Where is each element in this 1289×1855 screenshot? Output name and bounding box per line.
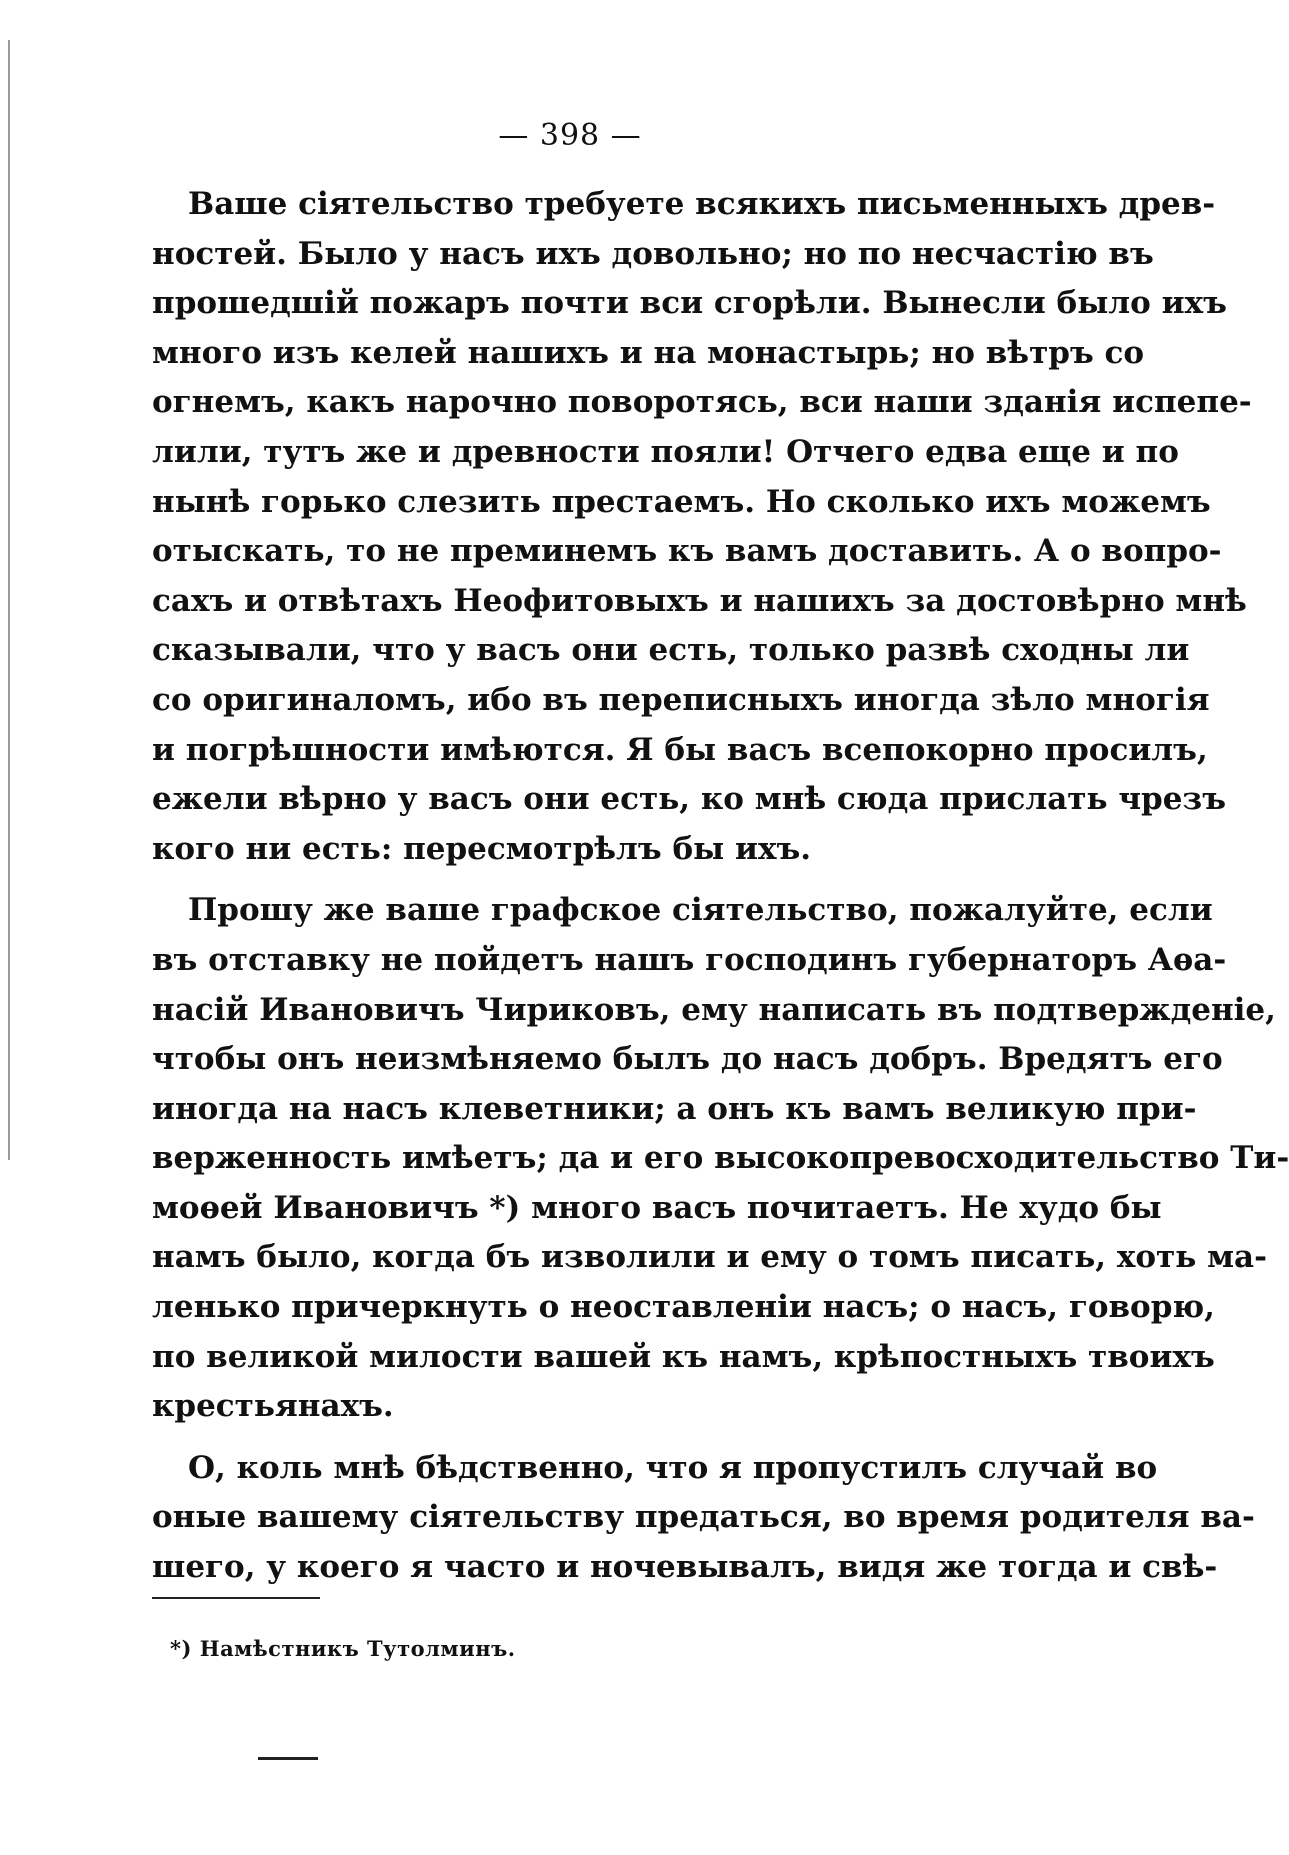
text-line: кого ни есть: пересмотрѣлъ бы ихъ. (152, 830, 812, 867)
text-line: лили, тутъ же и древности пояли! Отчего едва еще и по (152, 433, 1179, 470)
main-text (152, 180, 1289, 1605)
paragraph-1 (152, 180, 1252, 874)
paragraph-2 (152, 886, 1289, 1432)
text-line: насій Ивановичъ Чириковъ, ему написать въ подтвержденіе, (152, 991, 1276, 1028)
text-line: ежели вѣрно у васъ они есть, ко мнѣ сюда прислать чрезъ (152, 781, 1226, 818)
text-line: прошедшій пожаръ почти вси сгорѣли. Вынесли было ихъ (152, 285, 1227, 322)
text-line: нынѣ горько слезить престаемъ. Но сколько ихъ можемъ (152, 483, 1211, 520)
text-line: О, коль мнѣ бѣдственно, что я пропустилъ случай во (188, 1449, 1158, 1486)
text-line: по великой милости вашей къ намъ, крѣпостныхъ твоихъ (152, 1338, 1215, 1375)
bottom-rule-mark (258, 1757, 318, 1760)
text-line: оные вашему сіятельству предаться, во время родителя ва- (152, 1499, 1255, 1536)
text-line: крестьянахъ. (152, 1388, 394, 1425)
text-line: со оригиналомъ, ибо въ переписныхъ иногда зѣло многія (152, 681, 1210, 718)
text-line: верженность имѣетъ; да и его высокопревосходительство Ти- (152, 1140, 1289, 1177)
page-edge-rule (8, 40, 10, 1160)
text-line: намъ было, когда бъ изволили и ему о томъ писать, хоть ма- (152, 1239, 1267, 1276)
text-line: отыскать, то не преминемъ къ вамъ доставить. А о вопро- (152, 533, 1222, 570)
text-line: Прошу же ваше графское сіятельство, пожалуйте, если (188, 892, 1213, 929)
text-line: моѳей Ивановичъ *) много васъ почитаетъ. Не худо бы (152, 1189, 1162, 1226)
text-line: сказывали, что у васъ они есть, только развѣ сходны ли (152, 632, 1190, 669)
text-line: и погрѣшности имѣются. Я бы васъ всепокорно просилъ, (152, 731, 1208, 768)
page-number: — 398 — (498, 118, 642, 153)
text-line: чтобы онъ неизмѣняемо былъ до насъ добръ. Вредятъ его (152, 1041, 1223, 1078)
footnote: *) Намѣстникъ Тутолминъ. (170, 1636, 516, 1661)
text-line: Ваше сіятельство требуете всякихъ письменныхъ древ- (188, 186, 1216, 222)
text-line: много изъ келей нашихъ и на монастырь; но вѣтръ со (152, 334, 1145, 371)
text-line: огнемъ, какъ нарочно поворотясь, вси наши зданія испепе- (152, 384, 1252, 421)
paragraph-3 (152, 1444, 1255, 1593)
text-line: иногда на насъ клеветники; а онъ къ вамъ великую при- (152, 1090, 1197, 1127)
footnote-separator (152, 1597, 320, 1599)
text-line: въ отставку не пойдетъ нашъ господинъ губернаторъ Аѳа- (152, 941, 1227, 978)
text-line: ностей. Было у насъ ихъ довольно; но по несчастію въ (152, 235, 1154, 272)
text-line: ленько причеркнуть о неоставленіи насъ; о насъ, говорю, (152, 1289, 1215, 1326)
text-line: шего, у коего я часто и ночевывалъ, видя же тогда и свѣ- (152, 1549, 1218, 1586)
text-line: сахъ и отвѣтахъ Неофитовыхъ и нашихъ за достовѣрно мнѣ (152, 582, 1247, 619)
